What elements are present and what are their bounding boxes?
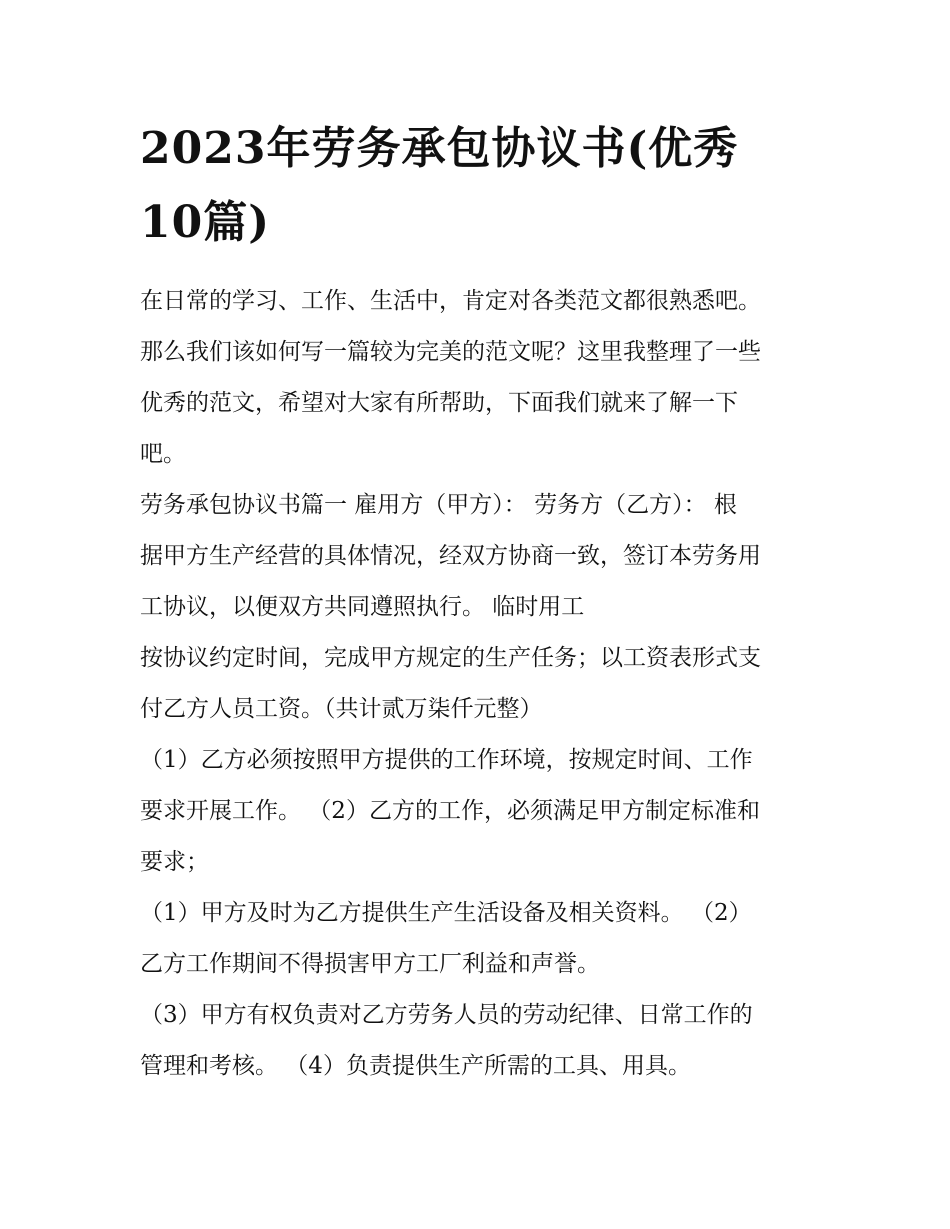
party-a-duties-paragraph: （1）甲方及时为乙方提供生产生活设备及相关资料。 （2） 乙方工作期间不得损害甲方工厂利益和声誉。 <box>140 900 752 977</box>
intro-paragraph: 在日常的学习、工作、生活中，肯定对各类范文都很熟悉吧。 那么我们该如何写一篇较为完美的范文呢？这里我整理了一些 优秀的范文，希望对大家有所帮助，下面我们就来了解一下 吧。 <box>140 288 761 467</box>
management-paragraph: （3）甲方有权负责对乙方劳务人员的劳动纪律、日常工作的 管理和考核。 （4）负责提供生产所需的工具、用具。 <box>140 1002 753 1079</box>
document-title: 2023年劳务承包协议书(优秀 10篇) <box>140 123 739 248</box>
party-b-duties-paragraph: （1）乙方必须按照甲方提供的工作环境，按规定时间、工作 要求开展工作。 （2）乙方的工作，必须满足甲方制定标准和 要求； <box>140 747 760 875</box>
agreement-parties-paragraph: 劳务承包协议书篇一 雇用方（甲方）： 劳务方（乙方）： 根 据甲方生产经营的具体情况，经双方协商一致，签订本劳务用 工协议，以便双方共同遵照执行。 临时用工 <box>140 492 761 620</box>
payment-paragraph: 按协议约定时间，完成甲方规定的生产任务；以工资表形式支 付乙方人员工资。（共计贰万柒仟元整） <box>140 645 761 722</box>
